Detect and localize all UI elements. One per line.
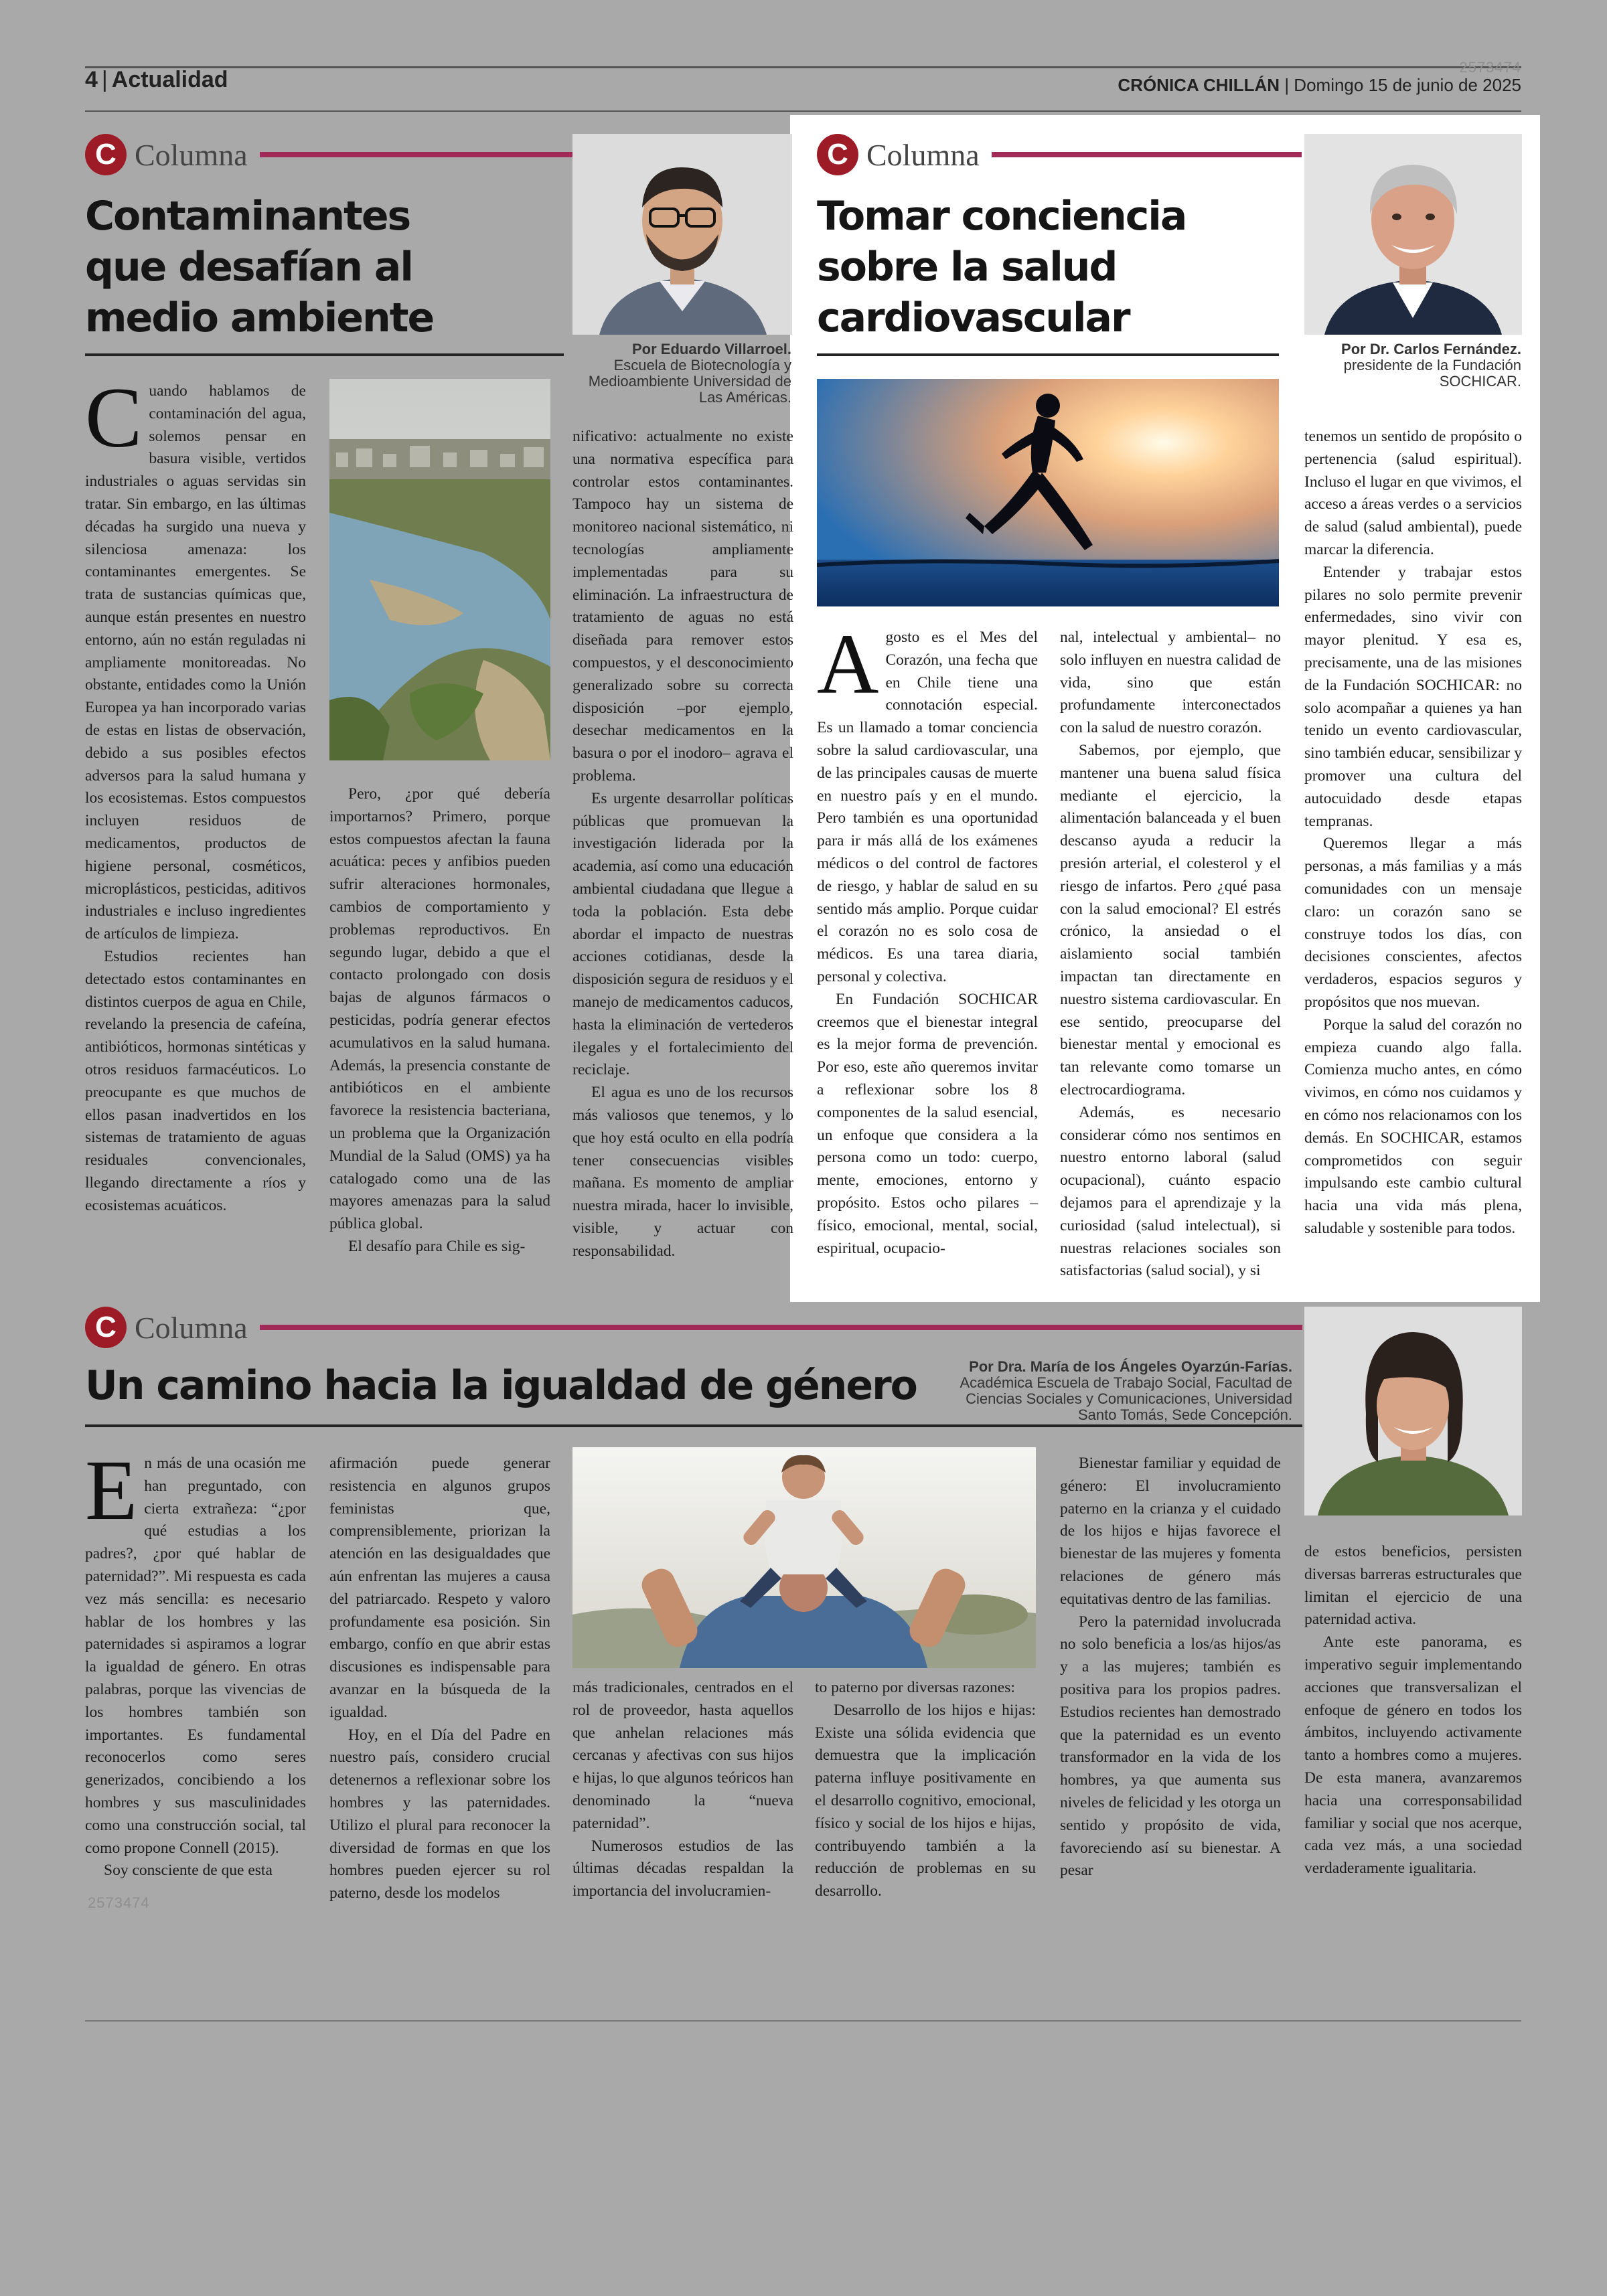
column-tag-article1 bbox=[85, 134, 572, 175]
article1-headline: Contaminantes que desafían al medio ambiente bbox=[85, 193, 434, 341]
article3-column-1: En más de una ocasión me han preguntado, con cierta extrañeza: “¿por qué estudias a los padres?, ¿por qué hablar de paternidad?”. Mi respuesta es cada vez más sencilla: es necesario hablar de los hombres y las paternidades si aspiramos a lograr la igualdad de género. En otras palabras, porque las vivencias de los hombres también son importantes. Es fundamental reconocerlos como seres generizados, concibiendo a los hombres y sus masculinidades como una construcción social, tal como propone Connell (2015). Soy consciente de que esta bbox=[85, 1443, 306, 1880]
article3-headline: Un camino hacia la igualdad de género bbox=[85, 1362, 917, 1409]
column-bar bbox=[992, 152, 1302, 157]
article3-byline: Por Dra. María de los Ángeles Oyarzún-Farías. Académica Escuela de Trabajo Social, Facultad de Ciencias Sociales y Comunicaciones, Universidad Santo Tomás, Sede Concepción. bbox=[897, 1359, 1292, 1423]
column-bar bbox=[260, 1325, 1302, 1330]
cronica-logo-icon: C bbox=[817, 134, 858, 175]
author-photo-oyarzun bbox=[1304, 1307, 1522, 1515]
article3-column-4: to paterno por diversas razones: Desarrollo de los hijos e hijas: Existe una sólida evidencia que demuestra que la implicación paterna influye positivamente en el desarrollo cognitivo, emocional, físico y social de los hijos e hijas, contribuyendo también a la reducción de problemas en su desarrollo. bbox=[815, 1679, 1036, 1900]
cronica-logo-icon: C bbox=[85, 134, 127, 175]
article3-headline-rule bbox=[85, 1424, 1302, 1427]
runner-photo bbox=[817, 379, 1279, 606]
article3-column-6: de estos beneficios, persisten diversas barreras estructurales que limitan el ejercicio de una paternidad activa. Ante este panorama, es imperativo seguir implementando acciones que transversalizan el enfoque de género en todos los ámbitos, incluyendo activamente tanto a hombres como a mujeres. De esta manera, avanzaremos hacia una corresponsabilidad familiar y social que nos acerque, cada vez más, a una sociedad verdaderamente igualitaria. bbox=[1304, 1543, 1522, 1878]
article2-column-3: tenemos un sentido de propósito o pertenencia (salud espiritual). Incluso el lugar en que vivimos, el acceso a áreas verdes o a servicios de salud (salud ambiental), puede marcar la diferencia. Entender y trabajar estos pilares no solo permite prevenir enfermedades, sino vivir con mayor plenitud. Y esa es, precisamente, una de las misiones de la Fundación SOCHICAR: no solo acompañar a quienes ya han tenido un evento cardiovascular, sino también educar, sensibilizar y promover una cultura del autocuidado desde etapas tempranas. Queremos llegar a más personas, a más familias y a más comunidades con un mensaje claro: un corazón sano se construye todos los días, con decisiones conscientes, afectos verdaderos, espacios seguros y propósitos que nos muevan. Porque la salud del corazón no empieza cuando algo falla. Comienza mucho antes, en cómo vivimos, en cómo nos cuidamos y en cómo nos relacionamos con los demás. En SOCHICAR, estamos comprometidos con seguir impulsando este cambio cultural hacia una vida más plena, saludable y sostenible para todos. bbox=[1304, 428, 1522, 1237]
issue-date: Domingo 15 de junio de 2025 bbox=[1294, 75, 1521, 95]
page-code-bottom: 2573474 bbox=[88, 1894, 150, 1911]
article2-dropcap: A bbox=[817, 617, 879, 712]
column-tag-article3 bbox=[85, 1307, 1302, 1348]
river-photo bbox=[329, 379, 550, 760]
article2-author: Por Dr. Carlos Fernández. bbox=[1341, 341, 1521, 357]
author-photo-villarroel bbox=[572, 134, 792, 335]
article2-headline: Tomar conciencia sobre la salud cardiovascular bbox=[817, 193, 1187, 341]
header-rule bbox=[85, 66, 1521, 68]
article1-byline: Por Eduardo Villarroel. Escuela de Biotecnología y Medioambiente Universidad de Las Américas. bbox=[576, 341, 791, 406]
cronica-logo-icon: C bbox=[85, 1307, 127, 1348]
article1-dropcap: C bbox=[85, 370, 143, 465]
father-child-photo bbox=[572, 1447, 1036, 1668]
article3-dropcap: E bbox=[85, 1443, 138, 1538]
page-header-left: 4 | Actualidad bbox=[85, 67, 228, 92]
article3-column-2: afirmación puede generar resistencia en algunos grupos feministas que, comprensiblemente, priorizan la atención en las desigualdades que aún enfrentan las mujeres a causa del patriarcado. Respeto y valoro profundamente esa posición. Sin embargo, confío en que abrir estas discusiones es indispensable para avanzar en la búsqueda de la igualdad. Hoy, en el Día del Padre en nuestro país, considero crucial detenernos a reflexionar sobre los hombres y las paternidades. Utilizo el plural para reconocer la diversidad de formas en que los hombres pueden ejercer su rol paterno, desde los modelos bbox=[329, 1455, 550, 1902]
article3-column-5: Bienestar familiar y equidad de género: El involucramiento paterno en la crianza y el cuidado de los hijos e hijas favorece el bienestar de las mujeres y fomenta relaciones de género más equitativas dentro de las familias. Pero la paternidad involucrada no solo beneficia a los/as hijos/as y a las mujeres; también es positiva para los propios padres. Estudios recientes han demostrado que la paternidad es un evento transformador en la vida de los hombres, ya que aumenta sus niveles de felicidad y les otorga un sentido y propósito de vida, favoreciendo así su bienestar. A pesar bbox=[1060, 1455, 1281, 1880]
column-bar bbox=[260, 152, 572, 157]
article2-column-1: Agosto es el Mes del Corazón, una fecha que en Chile tiene una connotación especial. Es un llamado a tomar conciencia sobre la salud cardiovascular, una de las principales causas de muerte en nuestro país y en el mundo. Pero también es una oportunidad para ir más allá de los exámenes médicos o del control de factores de riesgo, y hablar de salud en su sentido más amplio. Porque cuidar el corazón no es solo cosa de médicos. Es una tarea diaria, personal y colectiva. En Fundación SOCHICAR creemos que el bienestar integral es la mejor forma de prevención. Por eso, este año queremos invitar a reflexionar sobre los 8 componentes de la salud esencial, un enfoque que considera a la persona como un todo: cuerpo, mente, emociones, entorno y propósito. Estos ocho pilares –físico, emocional, mental, social, espiritual, ocupacio- bbox=[817, 617, 1038, 1257]
article1-column-3: nificativo: actualmente no existe una normativa específica para controlar estos contaminantes. Tampoco hay un sistema de monitoreo nacional sistemático, ni tecnologías ampliamente implementadas para su eliminación. La infraestructura de tratamiento de aguas no está diseñada para remover estos compuestos, y el desconocimiento generalizado sobre su correcta disposición –por ejemplo, desechar medicamentos en la basura o por el inodoro– agrava el problema. Es urgente desarrollar políticas públicas que promuevan la investigación liderada por la academia, así como una educación ambiental ciudadana que llegue a toda la población. Esta debe abordar el impacto de nuestras acciones cotidianas, desde la disposición segura de residuos y el manejo de medicamentos caducos, hasta la eliminación de vertederos ilegales y el fortalecimiento del reciclaje. El agua es uno de los recursos más valiosos que tenemos, y lo que hoy está oculto en ella podría tener consecuencias visibles mañana. Es momento de ampliar nuestra mirada, hacer lo invisible, visible, y actuar con responsabilidad. bbox=[572, 428, 793, 1260]
column-label: Columna bbox=[135, 1310, 248, 1345]
article1-column-2: Pero, ¿por qué debería importarnos? Primero, porque estos compuestos afectan la fauna acuática: peces y anfibios pueden sufrir alteraciones hormonales, cambios de comportamiento y problemas reproductivos. En segundo lugar, debido a que el contacto prolongado con dosis bajas de algunos fármacos o pesticidas, podría generar efectos acumulativos en la salud humana. Además, la presencia constante de antibióticos en el ambiente favorece la resistencia bacteriana, un problema que la Organización Mundial de la Salud (OMS) ya ha catalogado como una de las mayores amenazas para la salud pública global. El desafío para Chile es sig- bbox=[329, 785, 550, 1255]
article1-author: Por Eduardo Villarroel. bbox=[632, 341, 791, 357]
paper-name: CRÓNICA CHILLÁN bbox=[1118, 75, 1280, 95]
author-photo-fernandez bbox=[1304, 134, 1522, 335]
article1-column-1: Cuando hablamos de contaminación del agua, solemos pensar en basura visible, vertidos industriales o aguas servidas sin tratar. Sin embargo, en las últimas décadas ha surgido una nueva y silenciosa amenaza: los contaminantes emergentes. Se trata de sustancias químicas que, aunque están presentes en nuestro entorno, aún no están reguladas ni ampliamente monitoreadas. No obstante, entidades como la Unión Europea ya han incorporado varias de estas en listas de observación, debido a sus posibles efectos adversos para la salud humana y los ecosistemas. Estos compuestos incluyen residuos de medicamentos, productos de higiene personal, cosméticos, microplásticos, pesticidas, aditivos industriales e incluso ingredientes de artículos de limpieza. Estudios recientes han detectado estos contaminantes en distintos cuerpos de agua en Chile, revelando la presencia de cafeína, antibióticos, hormonas sintéticas y otros residuos farmacéuticos. Lo preocupante es que muchos de ellos pasan inadvertidos en los sistemas de tratamiento de aguas residuales convencionales, llegando directamente a ríos y ecosistemas acuáticos. bbox=[85, 370, 306, 1214]
section-name: Actualidad bbox=[111, 67, 228, 92]
page-code-top: 2573474 bbox=[1459, 59, 1521, 76]
article3-column-3: más tradicionales, centrados en el rol de proveedor, hasta aquellos que anhelan relaciones más cercanas y afectivas con sus hijos e hijas, lo que algunos teóricos han denominado la “nueva paternidad”. Numerosos estudios de las últimas décadas respaldan la importancia del involucramien- bbox=[572, 1679, 793, 1900]
article3-author: Por Dra. María de los Ángeles Oyarzún-Farías. bbox=[969, 1358, 1292, 1375]
masthead: CRÓNICA CHILLÁN | Domingo 15 de junio de 2025 bbox=[1118, 75, 1521, 95]
article2-headline-rule bbox=[817, 353, 1279, 356]
header-rule-bottom bbox=[85, 110, 1521, 112]
column-label: Columna bbox=[866, 137, 980, 172]
column-label: Columna bbox=[135, 137, 248, 172]
column-tag-article2 bbox=[817, 134, 1302, 175]
article2-column-2: nal, intelectual y ambiental– no solo influyen en nuestra calidad de vida, sino que están profundamente interconectados con la salud de nuestro corazón. Sabemos, por ejemplo, que mantener una buena salud física mediante el ejercicio, la alimentación balanceada y el buen descanso ayuda a reducir la presión arterial, el colesterol y el riesgo de infartos. Pero ¿qué pasa con la salud emocional? El estrés crónico, la ansiedad o el aislamiento social también impactan tan directamente en nuestro sistema cardiovascular. En ese sentido, preocuparse del bienestar mental y emocional es tan relevante como tomarse un electrocardiograma. Además, es necesario considerar cómo nos sentimos en nuestro entorno laboral (salud ocupacional), cuánto espacio dejamos para el aprendizaje y la curiosidad (salud intelectual), si nuestras relaciones sociales son satisfactorias (salud social), y si bbox=[1060, 629, 1281, 1280]
footer-rule bbox=[85, 2020, 1521, 2022]
article2-byline: Por Dr. Carlos Fernández. presidente de la Fundación SOCHICAR. bbox=[1306, 341, 1521, 390]
article1-headline-rule bbox=[85, 353, 564, 356]
page-number: 4 bbox=[85, 67, 98, 92]
